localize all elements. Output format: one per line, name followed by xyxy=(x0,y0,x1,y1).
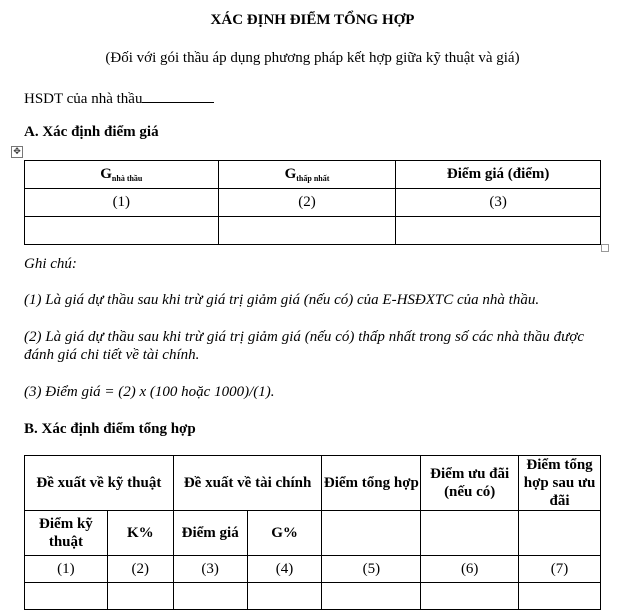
empty-cell[interactable] xyxy=(25,217,219,245)
empty-cell[interactable] xyxy=(519,511,601,556)
header-price-score-b: Điểm giá xyxy=(173,511,247,556)
table-cell: (1) xyxy=(25,189,219,217)
hsdt-blank-field[interactable] xyxy=(142,88,214,103)
total-score-table xyxy=(24,455,601,610)
table-resize-handle-icon[interactable] xyxy=(601,244,609,252)
empty-cell[interactable] xyxy=(421,511,519,556)
header-k-percent: K% xyxy=(107,511,173,556)
empty-cell[interactable] xyxy=(322,583,421,610)
hsdt-label: HSDT của nhà thầu xyxy=(24,91,143,107)
header-total-score: Điểm tổng hợp xyxy=(322,456,421,511)
header-technical-proposal: Đề xuất về kỹ thuật xyxy=(25,456,174,511)
section-b-heading: B. Xác định điểm tổng hợp xyxy=(24,421,196,437)
table-cell: (2) xyxy=(218,189,396,217)
header-technical-score: Điểm kỹ thuật xyxy=(25,511,108,556)
table-cell: (1) xyxy=(25,556,108,583)
empty-cell[interactable] xyxy=(25,583,108,610)
document-title: XÁC ĐỊNH ĐIỂM TỔNG HỢP xyxy=(210,12,415,28)
note-2: (2) Là giá dự thầu sau khi trừ giá trị giảm giá (nếu có) thấp nhất trong số các nhà thầu được đánh giá chi tiết về tài chính. xyxy=(24,329,584,363)
price-score-table xyxy=(24,160,601,245)
table-cell: (3) xyxy=(173,556,247,583)
note-1: (1) Là giá dự thầu sau khi trừ giá trị giảm giá (nếu có) của E-HSĐXTC của nhà thầu. xyxy=(24,292,540,308)
table-cell: (3) xyxy=(396,189,601,217)
header-g-percent: G% xyxy=(247,511,322,556)
empty-cell[interactable] xyxy=(322,511,421,556)
note-3: (3) Điểm giá = (2) x (100 hoặc 1000)/(1). xyxy=(24,384,275,400)
empty-cell[interactable] xyxy=(396,217,601,245)
table-cell: (7) xyxy=(519,556,601,583)
notes-heading: Ghi chú: xyxy=(24,256,77,272)
header-g-lowest: $G_{thấp nhất}$ xyxy=(218,161,396,189)
table-cell: (2) xyxy=(107,556,173,583)
empty-cell[interactable] xyxy=(218,217,396,245)
header-g-contractor: $G_{nhà thầu}$ xyxy=(25,161,219,189)
table-cell: (4) xyxy=(247,556,322,583)
empty-cell[interactable] xyxy=(173,583,247,610)
hsdt-line xyxy=(24,88,214,108)
table-cell: (6) xyxy=(421,556,519,583)
document-subtitle: (Đối với gói thầu áp dụng phương pháp kết hợp giữa kỹ thuật và giá) xyxy=(105,50,520,66)
header-preference-score: Điểm ưu đãi (nếu có) xyxy=(421,456,519,511)
table-move-handle-icon[interactable]: ✥ xyxy=(11,146,23,158)
empty-cell[interactable] xyxy=(107,583,173,610)
section-a-heading: A. Xác định điểm giá xyxy=(24,124,159,140)
empty-cell[interactable] xyxy=(519,583,601,610)
table-cell: (5) xyxy=(322,556,421,583)
header-total-after-preference: Điểm tổng hợp sau ưu đãi xyxy=(519,456,601,511)
header-financial-proposal: Đề xuất về tài chính xyxy=(173,456,322,511)
empty-cell[interactable] xyxy=(247,583,322,610)
header-price-score: Điểm giá (điểm) xyxy=(396,161,601,189)
empty-cell[interactable] xyxy=(421,583,519,610)
